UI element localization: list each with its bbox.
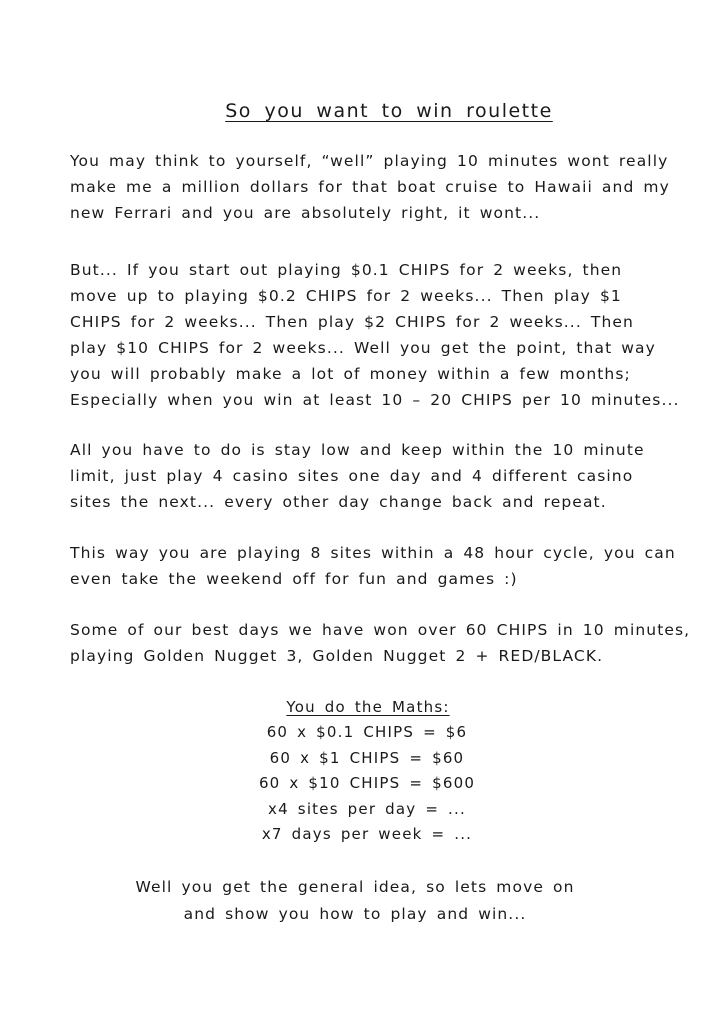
- text-line: sites the next... every other day change back and repeat.: [70, 493, 607, 511]
- paragraph-chips-plan: [70, 257, 680, 413]
- maths-line: 60 x $1 CHIPS = $60: [269, 748, 465, 767]
- page-title: [0, 100, 728, 122]
- text-line: Some of our best days we have won over 60 CHIPS in 10 minutes,: [70, 621, 691, 639]
- text-line: You may think to yourself, “well” playing 10 minutes wont really: [70, 152, 669, 170]
- text-line: limit, just play 4 casino sites one day and 4 different casino: [70, 467, 634, 485]
- text-line: new Ferrari and you are absolutely right, it wont...: [70, 204, 541, 222]
- text-line: and show you how to play and win...: [183, 905, 527, 923]
- maths-line: 60 x $10 CHIPS = $600: [258, 774, 476, 792]
- paragraph-stay-low: [70, 437, 670, 515]
- paragraph-intro: [70, 148, 670, 226]
- text-line: This way you are playing 8 sites within a 48 hour cycle, you can: [70, 544, 676, 562]
- text-line: even take the weekend off for fun and games :): [70, 570, 518, 588]
- text-line: playing Golden Nugget 3, Golden Nugget 2 + RED/BLACK.: [70, 647, 604, 665]
- page-title-text: So you want to win roulette: [225, 100, 553, 122]
- text-line: you will probably make a lot of money within a few months;: [70, 365, 631, 383]
- text-line: play $10 CHIPS for 2 weeks... Well you get the point, that way: [70, 339, 656, 357]
- closing-text: [0, 874, 728, 928]
- maths-heading-text: You do the Maths:: [286, 698, 450, 716]
- text-line: make me a million dollars for that boat cruise to Hawaii and my: [70, 178, 670, 196]
- maths-line: 60 x $0.1 CHIPS = $6: [266, 723, 468, 741]
- paragraph-best-days: [70, 617, 691, 669]
- text-line: Well you get the general idea, so lets move on: [135, 878, 575, 896]
- maths-heading: [0, 694, 728, 720]
- text-line: But... If you start out playing $0.1 CHIPS for 2 weeks, then: [70, 261, 623, 279]
- maths-block: [0, 694, 728, 848]
- paragraph-cycle: [70, 540, 676, 592]
- maths-line: x4 sites per day = ...: [268, 799, 466, 818]
- text-line: move up to playing $0.2 CHIPS for 2 weeks... Then play $1: [70, 287, 622, 305]
- text-line: All you have to do is stay low and keep within the 10 minute: [70, 441, 645, 459]
- text-line: CHIPS for 2 weeks... Then play $2 CHIPS for 2 weeks... Then: [70, 313, 634, 331]
- maths-line: x7 days per week = ...: [261, 825, 473, 843]
- text-line: Especially when you win at least 10 – 20 CHIPS per 10 minutes...: [70, 391, 680, 409]
